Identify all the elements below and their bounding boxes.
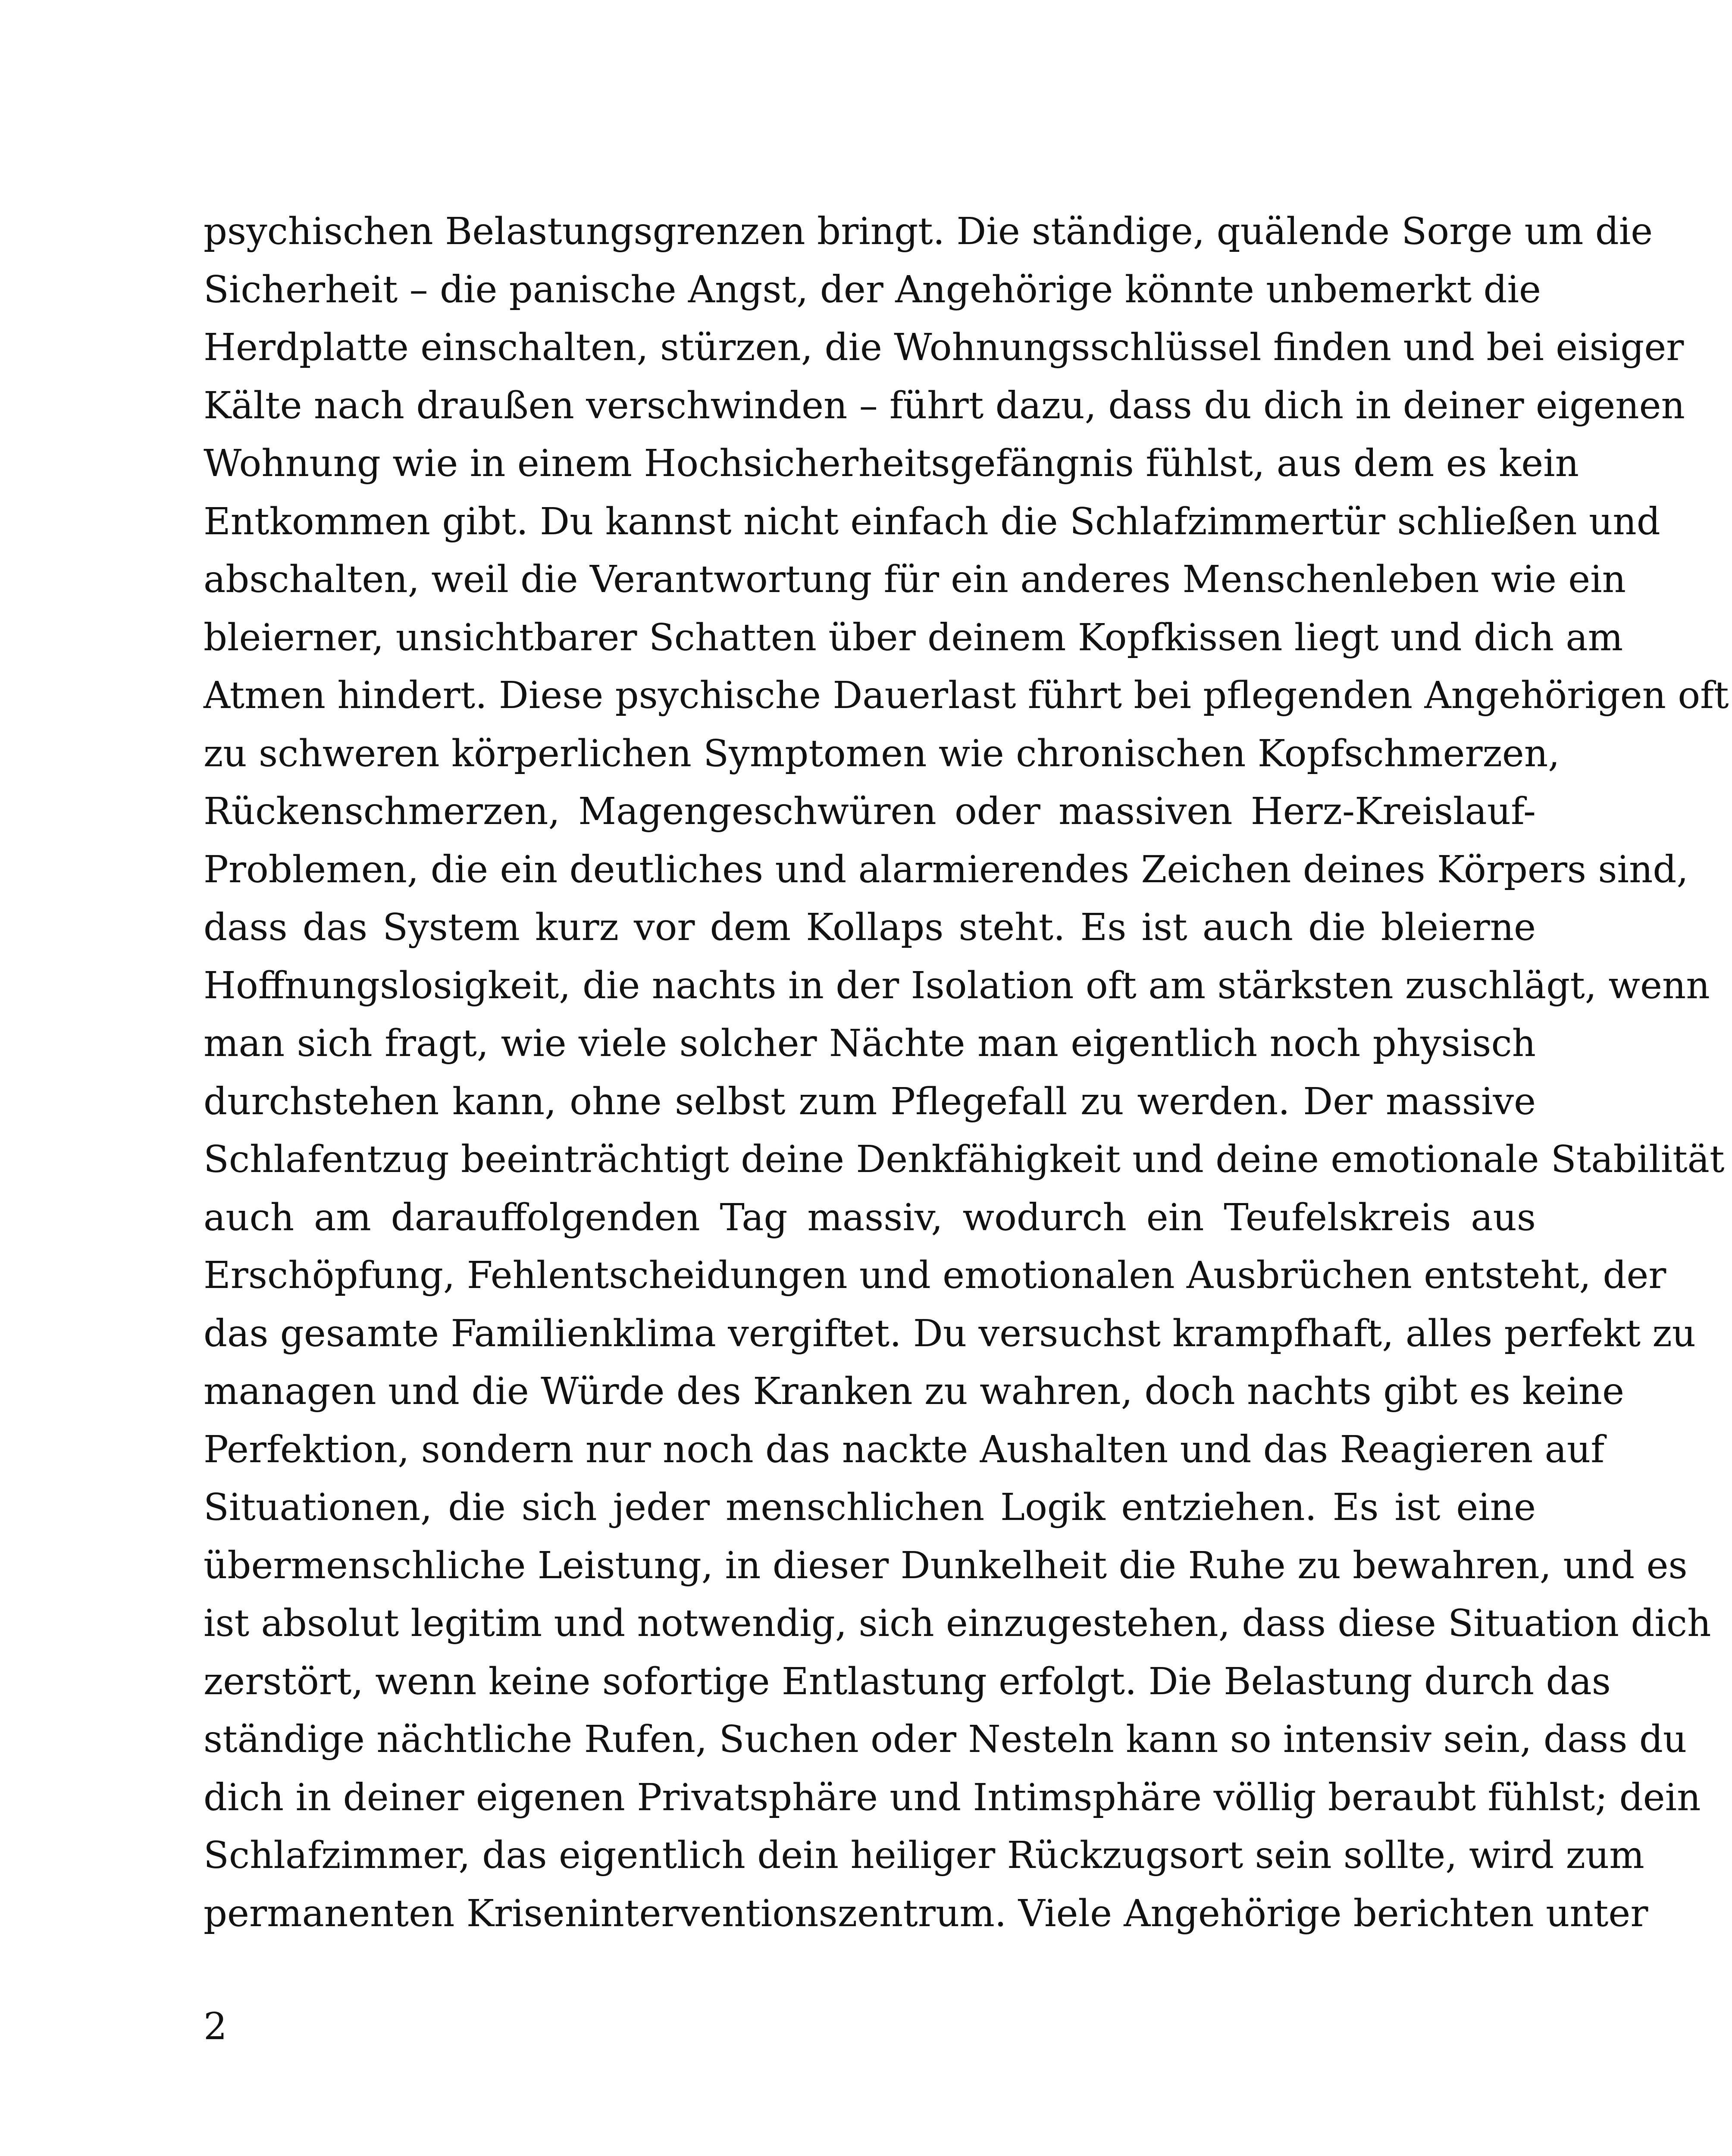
body-text xyxy=(204,203,1729,1943)
text-line: bleierner, unsichtbarer Schatten über deinem Kopfkissen liegt und dich am xyxy=(204,616,1623,659)
text-line: Problemen, die ein deutliches und alarmierendes Zeichen deines Körpers sind, xyxy=(204,848,1688,891)
text-line: Situationen, die sich jeder menschlichen Logik entziehen. Es ist eine xyxy=(204,1486,1536,1529)
text-line: managen und die Würde des Kranken zu wahren, doch nachts gibt es keine xyxy=(204,1370,1624,1413)
text-line: ständige nächtliche Rufen, Suchen oder Nesteln kann so intensiv sein, dass du xyxy=(204,1718,1687,1761)
text-line: Sicherheit – die panische Angst, der Angehörige könnte unbemerkt die xyxy=(204,268,1541,311)
text-line: Herdplatte einschalten, stürzen, die Wohnungsschlüssel finden und bei eisiger xyxy=(204,326,1684,369)
text-line: Entkommen gibt. Du kannst nicht einfach die Schlafzimmertür schließen und xyxy=(204,500,1660,543)
text-line: durchstehen kann, ohne selbst zum Pflegefall zu werden. Der massive xyxy=(204,1080,1536,1123)
text-line: abschalten, weil die Verantwortung für ein anderes Menschenleben wie ein xyxy=(204,558,1626,601)
text-line: permanenten Kriseninterventionszentrum. Viele Angehörige berichten unter xyxy=(204,1892,1648,1935)
text-line: Schlafzimmer, das eigentlich dein heiliger Rückzugsort sein sollte, wird zum xyxy=(204,1834,1644,1877)
text-line: psychischen Belastungsgrenzen bringt. Die ständige, quälende Sorge um die xyxy=(204,210,1653,253)
text-line: dich in deiner eigenen Privatsphäre und Intimsphäre völlig beraubt fühlst; dein xyxy=(204,1776,1701,1819)
text-line: Rückenschmerzen, Magengeschwüren oder massiven Herz-Kreislauf- xyxy=(204,790,1536,833)
text-line: dass das System kurz vor dem Kollaps steht. Es ist auch die bleierne xyxy=(204,906,1536,949)
text-line: zerstört, wenn keine sofortige Entlastung erfolgt. Die Belastung durch das xyxy=(204,1660,1611,1703)
text-line: auch am darauffolgenden Tag massiv, wodurch ein Teufelskreis aus xyxy=(204,1196,1536,1239)
text-line: zu schweren körperlichen Symptomen wie chronischen Kopfschmerzen, xyxy=(204,732,1560,775)
text-line: man sich fragt, wie viele solcher Nächte man eigentlich noch physisch xyxy=(204,1022,1536,1065)
text-line: Wohnung wie in einem Hochsicherheitsgefängnis fühlst, aus dem es kein xyxy=(204,442,1579,485)
text-line: Erschöpfung, Fehlentscheidungen und emotionalen Ausbrüchen entsteht, der xyxy=(204,1254,1666,1297)
page-number: 2 xyxy=(204,2005,227,2048)
text-line: übermenschliche Leistung, in dieser Dunkelheit die Ruhe zu bewahren, und es xyxy=(204,1544,1688,1587)
text-line: Atmen hindert. Diese psychische Dauerlast führt bei pflegenden Angehörigen oft xyxy=(204,674,1729,717)
text-line: ist absolut legitim und notwendig, sich einzugestehen, dass diese Situation dich xyxy=(204,1602,1711,1645)
text-line: Hoffnungslosigkeit, die nachts in der Isolation oft am stärksten zuschlägt, wenn xyxy=(204,964,1710,1007)
text-line: Kälte nach draußen verschwinden – führt dazu, dass du dich in deiner eigenen xyxy=(204,384,1685,427)
text-line: das gesamte Familienklima vergiftet. Du versuchst krampfhaft, alles perfekt zu xyxy=(204,1312,1696,1355)
text-line: Perfektion, sondern nur noch das nackte Aushalten und das Reagieren auf xyxy=(204,1428,1605,1471)
text-line: Schlafentzug beeinträchtigt deine Denkfähigkeit und deine emotionale Stabilität xyxy=(204,1138,1725,1181)
